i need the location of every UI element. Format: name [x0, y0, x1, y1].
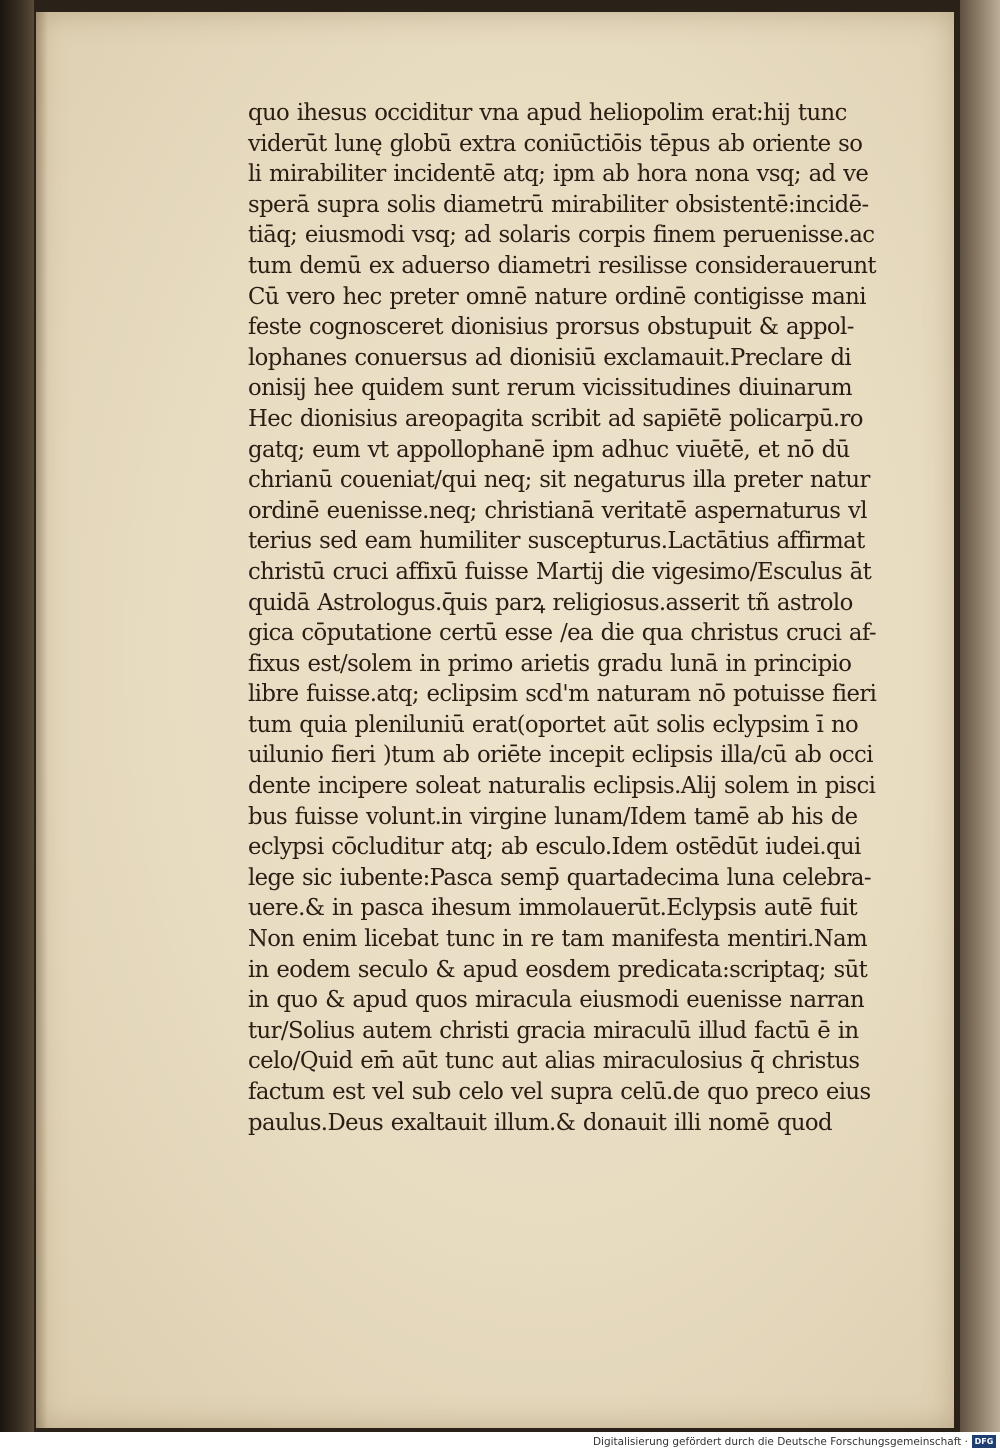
text-line: christū cruci affixū fuisse Martij die vigesimo/Esculus āt: [248, 558, 872, 585]
text-line: onisij hee quidem sunt rerum vicissitudines diuinarum: [248, 375, 852, 402]
text-line: paulus.Deus exaltauit illum.& donauit illi nomē quod: [248, 1109, 832, 1136]
text-line: eclypsi cōcluditur atq; ab esculo.Idem ostēdūt iudei.qui: [248, 834, 861, 861]
footer-credit: Digitalisierung gefördert durch die Deutsche Forschungsgemeinschaft ·: [592, 1436, 968, 1448]
text-line: quo ihesus occiditur vna apud heliopolim erat:hij tunc: [248, 100, 847, 126]
text-line: in eodem seculo & apud eosdem predicata:scriptaq; sūt: [248, 956, 868, 983]
scan-border-left: [0, 0, 34, 1450]
text-line: gatq; eum vt appollophanē ipm adhuc viuētē, et nō dū: [248, 436, 850, 463]
text-line: quidā Astrologus.q̄uis parꝝ religiosus.asserit tñ astrolo: [248, 589, 853, 616]
page-scan: [36, 12, 954, 1428]
text-line: Hec dionisius areopagita scribit ad sapiētē policarpū.ro: [248, 405, 863, 432]
text-line: lophanes conuersus ad dionisiū exclamauit.Preclare di: [248, 344, 852, 371]
text-line: Non enim licebat tunc in re tam manifesta mentiri.Nam: [248, 926, 868, 953]
text-line: feste cognosceret dionisius prorsus obstupuit & appol-: [248, 314, 854, 341]
text-line: in quo & apud quos miracula eiusmodi euenisse narran: [248, 987, 865, 1014]
text-line: tum demū ex aduerso diametri resilisse considerauerunt: [248, 252, 876, 279]
text-line: tur/Solius autem christi gracia miraculū illud factū ē in: [248, 1017, 859, 1044]
text-line: Cū vero hec preter omnē nature ordinē contigisse mani: [248, 283, 866, 310]
scan-border-right: [960, 0, 1000, 1432]
text-line: uere.& in pasca ihesum immolauerūt.Eclypsis autē fuit: [248, 895, 858, 922]
footer-bar: [0, 1432, 1000, 1450]
text-line: li mirabiliter incidentē atq; ipm ab hora nona vsq; ad ve: [248, 161, 869, 188]
text-line: bus fuisse volunt.in virgine lunam/Idem tamē ab his de: [248, 803, 858, 830]
dfg-logo: DFG: [972, 1435, 996, 1448]
text-line: gica cōputatione certū esse /ea die qua christus cruci af-: [248, 620, 876, 647]
text-line: tiāq; eiusmodi vsq; ad solaris corpis finem peruenisse.ac: [248, 222, 875, 249]
text-line: dente incipere soleat naturalis eclipsis.Alij solem in pisci: [248, 773, 876, 800]
text-block: [248, 98, 948, 1138]
text-line: lege sic iubente:Pasca semp̄ quartadecima luna celebra-: [248, 864, 871, 891]
text-line: factum est vel sub celo vel supra celū.de quo preco eius: [248, 1079, 871, 1105]
text-line: ordinē euenisse.neq; christianā veritatē aspernaturus vl: [248, 497, 867, 524]
text-line: tum quia pleniluniū erat(oportet aūt solis eclypsim ī no: [248, 711, 859, 738]
text-line: chrianū coueniat/qui neq; sit negaturus illa preter natur: [248, 467, 870, 494]
text-line: celo/Quid em̄ aūt tunc aut alias miraculosius q̄ christus: [248, 1048, 860, 1075]
text-line: viderūt lunę globū extra coniūctiōis tēpus ab oriente so: [248, 130, 863, 157]
text-line: uilunio fieri )tum ab oriēte incepit eclipsis illa/cū ab occi: [248, 742, 873, 769]
text-line: sperā supra solis diametrū mirabiliter obsistentē:incidē-: [248, 191, 869, 218]
text-line: fixus est/solem in primo arietis gradu lunā in principio: [248, 650, 852, 677]
text-line: libre fuisse.atq; eclipsim scd'm naturam nō potuisse fieri: [248, 681, 877, 708]
text-line: terius sed eam humiliter suscepturus.Lactātius affirmat: [248, 528, 865, 555]
